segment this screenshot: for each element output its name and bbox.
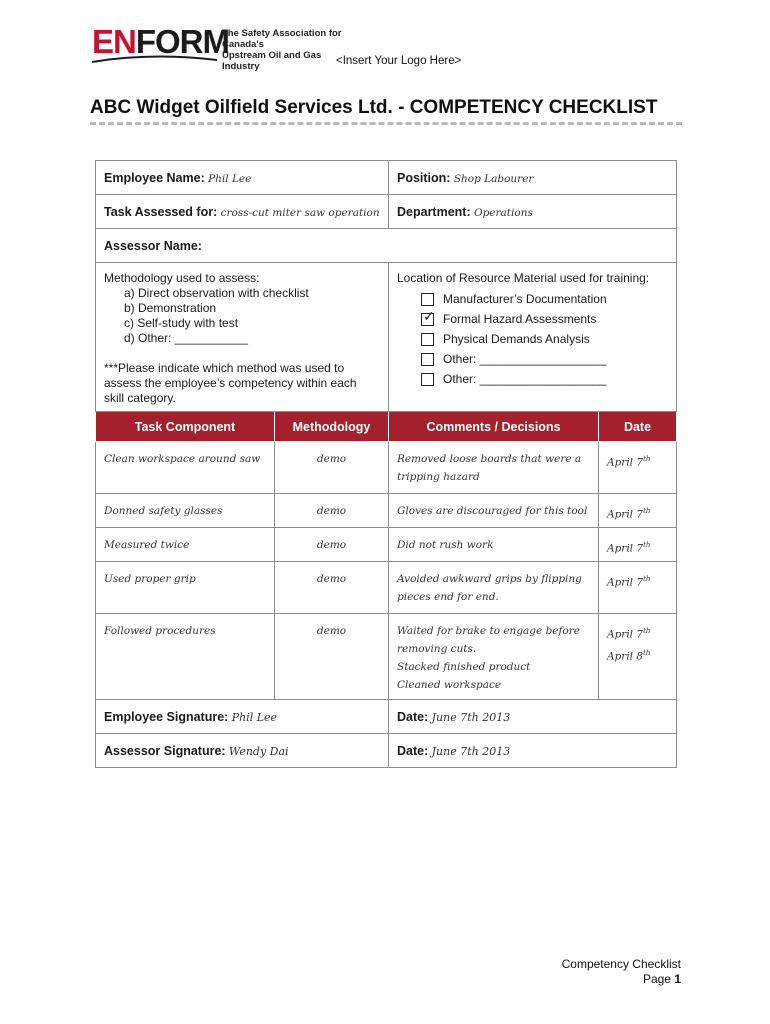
position-value: Shop Labourer [453,172,534,185]
date-cell[interactable]: April 7th [599,442,677,494]
resource-item[interactable]: ✓ Formal Hazard Assessments [423,307,597,326]
task-assessed-value: cross-cut miter saw operation [220,206,380,219]
date-cell[interactable]: April 7th [599,562,677,614]
logo-swoosh-icon [92,54,217,64]
competency-form [95,160,677,768]
task-assessed-cell[interactable]: Task Assessed for: cross-cut miter saw operation [96,195,389,229]
insert-logo-placeholder: <Insert Your Logo Here> [336,55,462,67]
checkbox-icon[interactable] [421,353,434,366]
comments-cell[interactable]: Avoided awkward grips by flipping pieces end for end. [389,562,599,614]
table-row [96,614,677,700]
title-divider [90,122,682,125]
employee-signature-cell[interactable]: Employee Signature: Phil Lee [96,700,389,734]
table-row [96,494,677,528]
employee-signature-value: Phil Lee [231,710,278,724]
assessor-date-cell[interactable]: Date: June 7th 2013 [389,734,677,768]
header-date: Date [599,412,677,442]
methodology-row [96,263,677,412]
methodology-option: c) Self-study with test [124,316,239,330]
employee-name-cell[interactable]: Employee Name: Phil Lee [96,161,389,195]
footer-doc-name: Competency Checklist [561,957,681,971]
checkbox-icon[interactable] [421,333,434,346]
task-cell[interactable]: Used proper grip [96,562,275,614]
methodology-cell: Methodology used to assess: a) Direct observation with checklist b) Demonstration c) Self-study with test d) Other: ___________ ***Please indicate which method was used to assess the employee’s competency within each skill category. [96,263,389,412]
date-cell[interactable]: April 7th [599,528,677,562]
header-methodology: Methodology [275,412,389,442]
resource-item[interactable]: Other: ___________________ [397,349,668,369]
page-footer [562,957,681,987]
date-cell[interactable]: April 7th [599,494,677,528]
assessor-date-value: June 7th 2013 [431,744,511,758]
comments-cell[interactable]: Gloves are discouraged for this tool [389,494,599,528]
table-row [96,528,677,562]
employee-name-value: Phil Lee [208,172,252,185]
methodology-option: b) Demonstration [124,301,217,315]
task-cell[interactable]: Clean workspace around saw [96,442,275,494]
employee-row [96,161,677,195]
resource-item[interactable]: Other: ___________________ [397,369,668,389]
checkbox-icon[interactable] [421,373,434,386]
assessor-row [96,229,677,263]
method-cell[interactable]: demo [275,562,389,614]
logo-tagline: The Safety Association for Canada's Upstream Oil and Gas Industry [222,28,342,72]
employee-signature-row [96,700,677,734]
task-table-header [96,412,677,442]
position-cell[interactable]: Position: Shop Labourer [389,161,677,195]
task-cell[interactable]: Measured twice [96,528,275,562]
assessor-name-cell[interactable]: Assessor Name: [96,229,677,263]
page-title: ABC Widget Oilfield Services Ltd. - COMPETENCY CHECKLIST [90,97,658,118]
method-cell[interactable]: demo [275,528,389,562]
assessor-signature-row [96,734,677,768]
resource-item[interactable]: Manufacturer’s Documentation [397,289,668,309]
date-cell[interactable]: April 7th April 8th [599,614,677,700]
checked-checkbox-icon[interactable]: ✓ [423,307,435,324]
resource-item[interactable]: Physical Demands Analysis [397,329,668,349]
resource-material-cell: Location of Resource Material used for training: Manufacturer’s Documentation ✓ Formal Hazard Assessments Physical Demands Analysis Other: ___________________ Other: ___________________ [389,263,677,412]
task-row [96,195,677,229]
employee-date-cell[interactable]: Date: June 7th 2013 [389,700,677,734]
methodology-note: ***Please indicate which method was used to [104,361,345,375]
assessor-signature-value: Wendy Dai [228,744,289,758]
method-cell[interactable]: demo [275,494,389,528]
methodology-option: a) Direct observation with checklist [124,286,309,300]
method-cell[interactable]: demo [275,442,389,494]
department-cell[interactable]: Department: Operations [389,195,677,229]
methodology-option: d) Other: ___________ [124,331,249,345]
footer-page-number: Page 1 [642,972,681,986]
checkbox-icon[interactable] [421,293,434,306]
header-comments: Comments / Decisions [389,412,599,442]
task-cell[interactable]: Donned safety glasses [96,494,275,528]
header-task-component: Task Component [96,412,275,442]
task-cell[interactable]: Followed procedures [96,614,275,700]
department-value: Operations [473,206,533,219]
comments-cell[interactable]: Waited for brake to engage before removing cuts. Stacked finished product Cleaned workspace [389,614,599,700]
method-cell[interactable]: demo [275,614,389,700]
assessor-signature-cell[interactable]: Assessor Signature: Wendy Dai [96,734,389,768]
enform-logo [92,23,342,72]
logo-wordmark: ENFORM [92,23,229,60]
table-row [96,562,677,614]
comments-cell[interactable]: Did not rush work [389,528,599,562]
table-row [96,442,677,494]
comments-cell[interactable]: Removed loose boards that were a tripping hazard [389,442,599,494]
employee-date-value: June 7th 2013 [431,710,511,724]
